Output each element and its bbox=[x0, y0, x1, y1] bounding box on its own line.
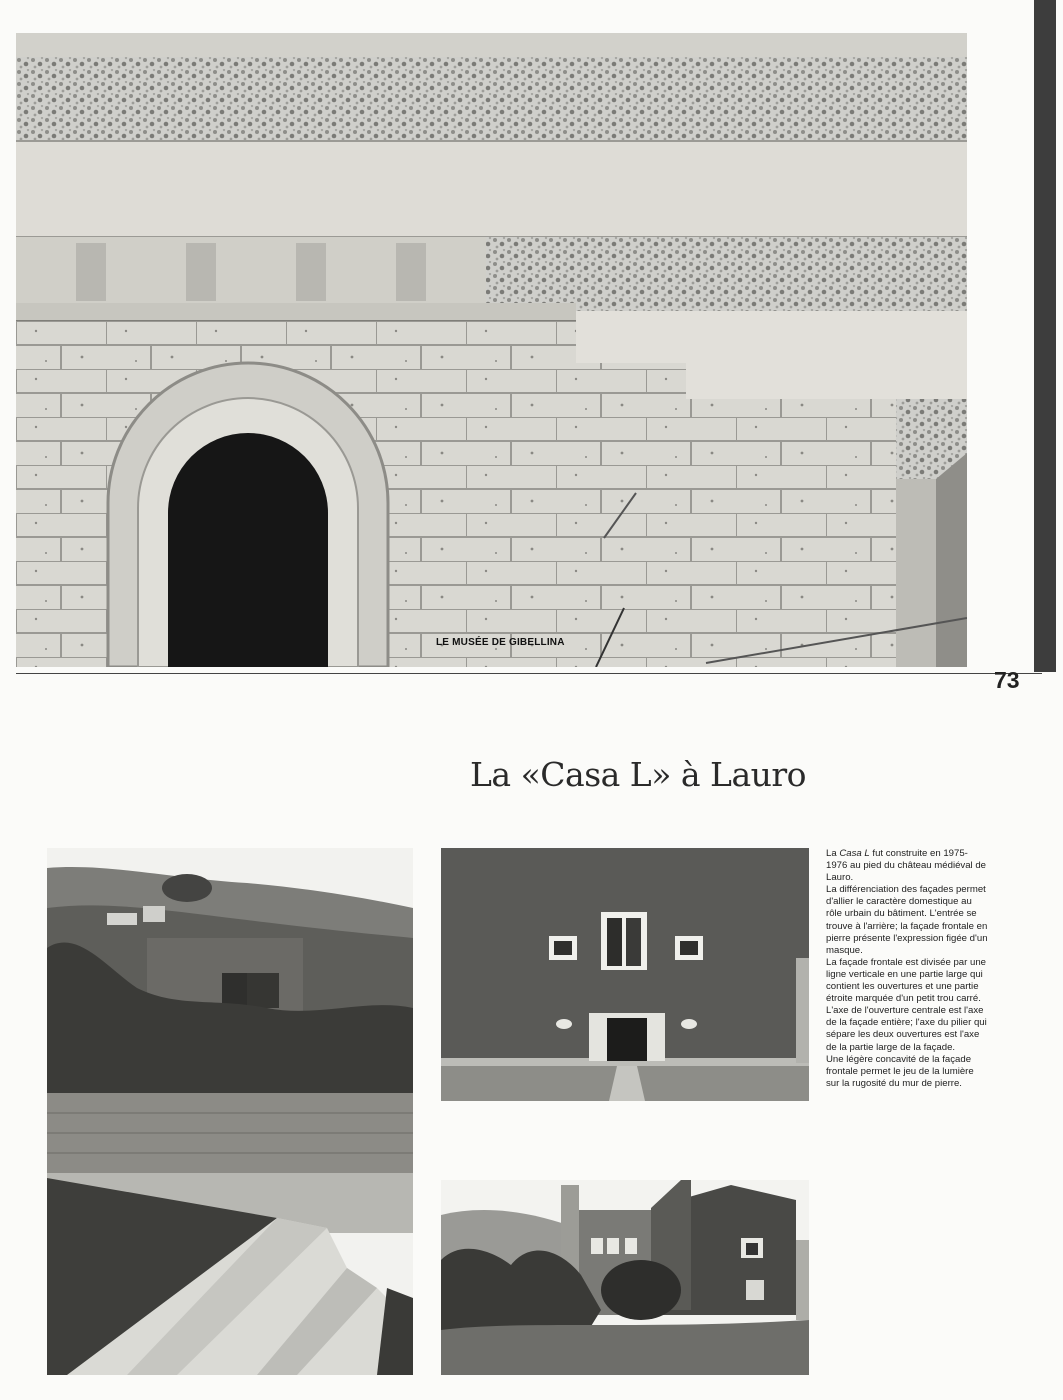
museum-photo-caption: LE MUSÉE DE GIBELLINA bbox=[436, 637, 565, 648]
paragraph-rest: fut construite en 1975-1976 au pied du château médiéval de Lauro. bbox=[826, 848, 987, 884]
museum-facade-photo bbox=[16, 33, 967, 667]
article-paragraph bbox=[826, 848, 988, 884]
casa-l-landscape-photo bbox=[47, 848, 413, 1375]
casa-l-front-facade-photo bbox=[441, 848, 809, 1101]
casa-l-side-view-photo bbox=[441, 1180, 809, 1375]
article-paragraph: La façade frontale est divisée par une ligne verticale en une partie large qui contient les ouvertures et une partie étroite marquée d'un petit trou carré. L'axe de l'ouverture centrale est l'axe de la façade entière; l'axe du pilier qui sépare les deux ouvertures est l'axe de la partie large de la façade. bbox=[826, 956, 987, 1053]
page-number: 73 bbox=[994, 667, 1020, 693]
page-edge-bar bbox=[1034, 0, 1056, 672]
house-name-italic: Casa L bbox=[839, 848, 870, 859]
divider-rule bbox=[16, 673, 1042, 674]
article-paragraph: Une légère concavité de la façade frontale permet le jeu de la lumière sur la rugosité du mur de pierre. bbox=[826, 1053, 974, 1089]
article-body bbox=[826, 848, 988, 1090]
article-paragraph: La différenciation des façades permet d'allier le caractère domestique au rôle urbain du bâtiment. L'entrée se trouve à l'arrière; la façade frontale en pierre présente l'expression figée d'un masque. bbox=[826, 884, 988, 956]
paragraph-lead: La bbox=[826, 848, 840, 859]
article-title: La «Casa L» à Lauro bbox=[470, 755, 807, 794]
